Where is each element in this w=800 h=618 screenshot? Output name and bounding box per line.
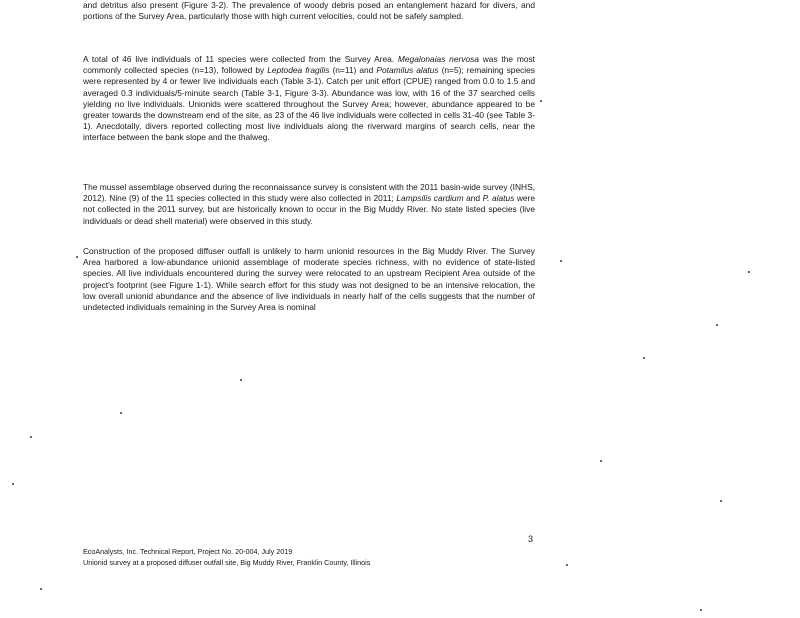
text-run: and [463,193,483,204]
paragraph-text: Construction of the proposed diffuser outfall is unlikely to harm unionid resources in the Big Muddy River. The Survey Area harbored a low-abundance unionid assemblage of moderate species richness, with no evidence of state-listed species. All live individuals encountered during the survey were relocated to an upstream Recipient Area outside of the project's footprint (see Figure 1-1). While search effort for this study was not designed to be an intensive relocation, the low overall unionid abundance and the absence of live individuals in nearly half of the cells suggests that the number of undetected individuals remaining in the Survey Area is nominal [83,246,535,313]
scan-speck [120,412,122,414]
paragraph-text [83,54,535,144]
text-run: (n=5); remaining species were represented by 4 or fewer live individuals each (Table 3-1). Catch per unit effort (CPUE) ranged from 0.0 to 1.5 and averaged 0.3 individuals/5-minute search (Table 3-1, Figure 3-3). Abundance was low, with 16 of the 37 searched cells yielding no live individuals. Unionids were scattered throughout the Survey Area; however, abundance appeared to be greater towards the downstream end of the site, as 23 of the 46 live individuals were collected in cells 31-40 (see Table 3-1). Anecdotally, divers reported collecting most live individuals along the riverward margins of search cells, near the interface between the bank slope and the thalweg. [83,65,535,143]
footer-line-title: Unionid survey at a proposed diffuser outfall site, Big Muddy River, Franklin County, Illinois [83,558,371,567]
paragraph-results [83,54,535,144]
scan-speck [40,588,42,590]
page-footer [83,546,483,568]
scan-speck [600,460,602,462]
text-run: A total of 46 live individuals of 11 species were collected from the Survey Area. [83,54,398,64]
footer-line-report: EcoAnalysts, Inc. Technical Report, Project No. 20-004, July 2019 [83,547,293,556]
scan-speck [560,260,562,262]
scan-speck [240,379,242,381]
scan-speck [566,564,568,566]
text-run: were not collected in the 2011 survey, but are historically known to occur in the Big Muddy River. No state listed species (live individuals or dead shell material) were observed in this study. [83,193,535,226]
page-number: 3 [528,534,534,544]
scan-speck [643,357,645,359]
text-run: The mussel assemblage observed during the reconnaissance survey is consistent with the 2011 basin-wide survey (INHS, 2012). Nine (9) of the 11 species collected in this study were also collected in 2011; [83,182,535,204]
scan-speck [540,100,542,102]
scan-speck [700,609,702,611]
species-name: Potamilus alatus [376,65,439,76]
text-run: (n=11) and [329,65,377,76]
species-name: Lampsilis cardium [396,193,464,204]
scan-speck [720,500,722,502]
species-name: Leptodea fragilis [267,65,330,76]
text-run: was the most commonly collected species (n=13), followed by [83,54,536,76]
paragraph-habitat [83,0,535,22]
species-name: Megalonaias nervosa [397,54,479,64]
scan-speck [716,324,718,326]
scan-speck [12,483,14,485]
scan-speck [30,436,32,438]
paragraph-text [83,182,535,227]
paragraph-conclusion [83,246,535,313]
paragraph-assemblage [83,182,535,227]
scan-speck [748,271,750,273]
paragraph-text: and detritus also present (Figure 3-2). The prevalence of woody debris posed an entanglement hazard for divers, and portions of the Survey Area, particularly those with high current velocities, could not be safely sampled. [83,0,535,22]
species-name: P. alatus [482,193,515,204]
scan-speck [76,256,78,258]
